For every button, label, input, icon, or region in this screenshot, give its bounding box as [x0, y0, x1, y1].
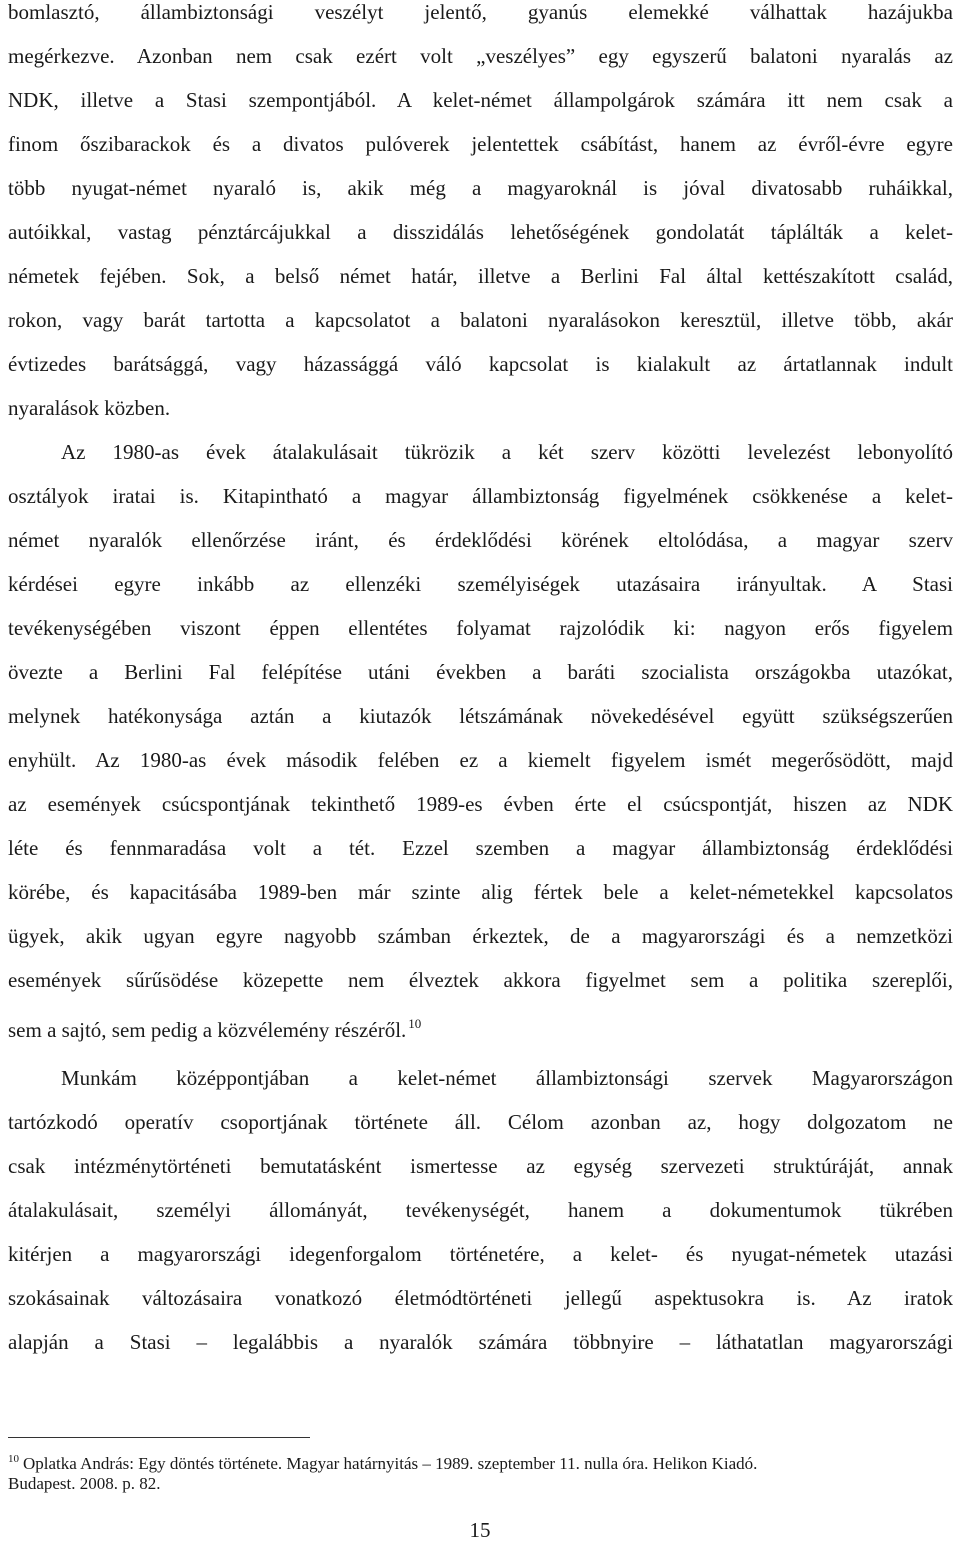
- text-line: rokon, vagy barát tartotta a kapcsolatot a balatoni nyaralásokon keresztül, illetve több, akár: [8, 308, 953, 332]
- text-line: csak intézménytörténeti bemutatásként ismertesse az egység szervezeti struktúráját, annak: [8, 1154, 953, 1178]
- footnote-reference[interactable]: 10: [408, 1016, 422, 1031]
- text-line: kérdései egyre inkább az ellenzéki személyiségek utazásaira irányultak. A Stasi: [8, 572, 953, 596]
- text-line: bomlasztó, állambiztonsági veszélyt jelentő, gyanús elemekké válhattak hazájukba: [8, 0, 953, 24]
- text-line: NDK, illetve a Stasi szempontjából. A kelet-német állampolgárok számára itt nem csak a: [8, 88, 953, 112]
- text-line: nyaralások közben.: [8, 396, 171, 420]
- text-line: Az 1980-as évek átalakulásait tükrözik a két szerv közötti levelezést lebonyolító: [61, 440, 953, 464]
- text-line: események sűrűsödése közepette nem élveztek akkora figyelmet sem a politika szereplői,: [8, 968, 953, 992]
- text-line: kitérjen a magyarországi idegenforgalom történetére, a kelet- és nyugat-németek utazási: [8, 1242, 953, 1266]
- text-line: több nyugat-német nyaraló is, akik még a magyaroknál is jóval divatosabb ruháikkal,: [8, 176, 953, 200]
- text-line: tevékenységében viszont éppen ellentétes folyamat rajzolódik ki: nagyon erős figyelem: [8, 616, 953, 640]
- footnote-text-line-1: Oplatka András: Egy döntés története. Magyar határnyitás – 1989. szeptember 11. nulla óra. Helikon Kiadó.: [23, 1454, 758, 1473]
- text-line: németek fejében. Sok, a belső német határ, illetve a Berlini Fal által kettészakított család,: [8, 264, 953, 288]
- text-line: Munkám középpontjában a kelet-német állambiztonsági szervek Magyarországon: [61, 1066, 953, 1090]
- page-number: 15: [469, 1518, 491, 1542]
- text-line: szokásainak változásaira vonatkozó életmódtörténeti jellegű aspektusokra is. Az iratok: [8, 1286, 953, 1310]
- text-line: tartózkodó operatív csoportjának története áll. Célom azonban az, hogy dolgozatom ne: [8, 1110, 953, 1134]
- text-line: megérkezve. Azonban nem csak ezért volt „veszélyes” egy egyszerű balatoni nyaralás az: [8, 44, 953, 68]
- text-line: autóikkal, vastag pénztárcájukkal a disszidálás lehetőségének gondolatát táplálták a kelet-: [8, 220, 953, 244]
- text-line: osztályok iratai is. Kitapintható a magyar állambiztonság figyelmének csökkenése a kelet-: [8, 484, 953, 508]
- text-line: övezte a Berlini Fal felépítése utáni években a baráti szocialista országokba utazókat,: [8, 660, 953, 684]
- text-line-with-footnote: [8, 1002, 953, 1046]
- text-line: léte és fennmaradása volt a tét. Ezzel szemben a magyar állambiztonság érdeklődési: [8, 836, 953, 860]
- text-line: német nyaralók ellenőrzése iránt, és érdeklődési körének eltolódása, a magyar szerv: [8, 528, 953, 552]
- text-line: enyhült. Az 1980-as évek második felében ez a kiemelt figyelem ismét megerősödött, majd: [8, 748, 953, 772]
- text-line: melynek hatékonysága aztán a kiutazók létszámának növekedésével együtt szükségszerűen: [8, 704, 953, 728]
- text-line: évtizedes barátsággá, vagy házassággá váló kapcsolat is kialakult az ártatlannak indult: [8, 352, 953, 376]
- text-line: átalakulásait, személyi állományát, tevékenységét, hanem a dokumentumok tükrében: [8, 1198, 953, 1222]
- text-line: finom őszibarackok és a divatos pulóverek jelentettek csábítást, hanem az évről-évre egyre: [8, 132, 953, 156]
- footnote-separator: [8, 1437, 310, 1438]
- text-line: sem a sajtó, sem pedig a közvélemény részéről.: [8, 1018, 407, 1042]
- footnote-text-line-2: Budapest. 2008. p. 82.: [8, 1474, 161, 1493]
- text-line: alapján a Stasi – legalábbis a nyaralók számára többnyire – láthatatlan magyarországi: [8, 1330, 953, 1354]
- text-line: ügyek, akik ugyan egyre nagyobb számban érkeztek, de a magyarországi és a nemzetközi: [8, 924, 953, 948]
- text-line: az események csúcspontjának tekinthető 1989-es évben érte el csúcspontját, hiszen az NDK: [8, 792, 953, 816]
- footnote-number: 10: [8, 1453, 19, 1465]
- text-line: körébe, és kapacitásába 1989-ben már szinte alig fértek bele a kelet-németekkel kapcsolatos: [8, 880, 953, 904]
